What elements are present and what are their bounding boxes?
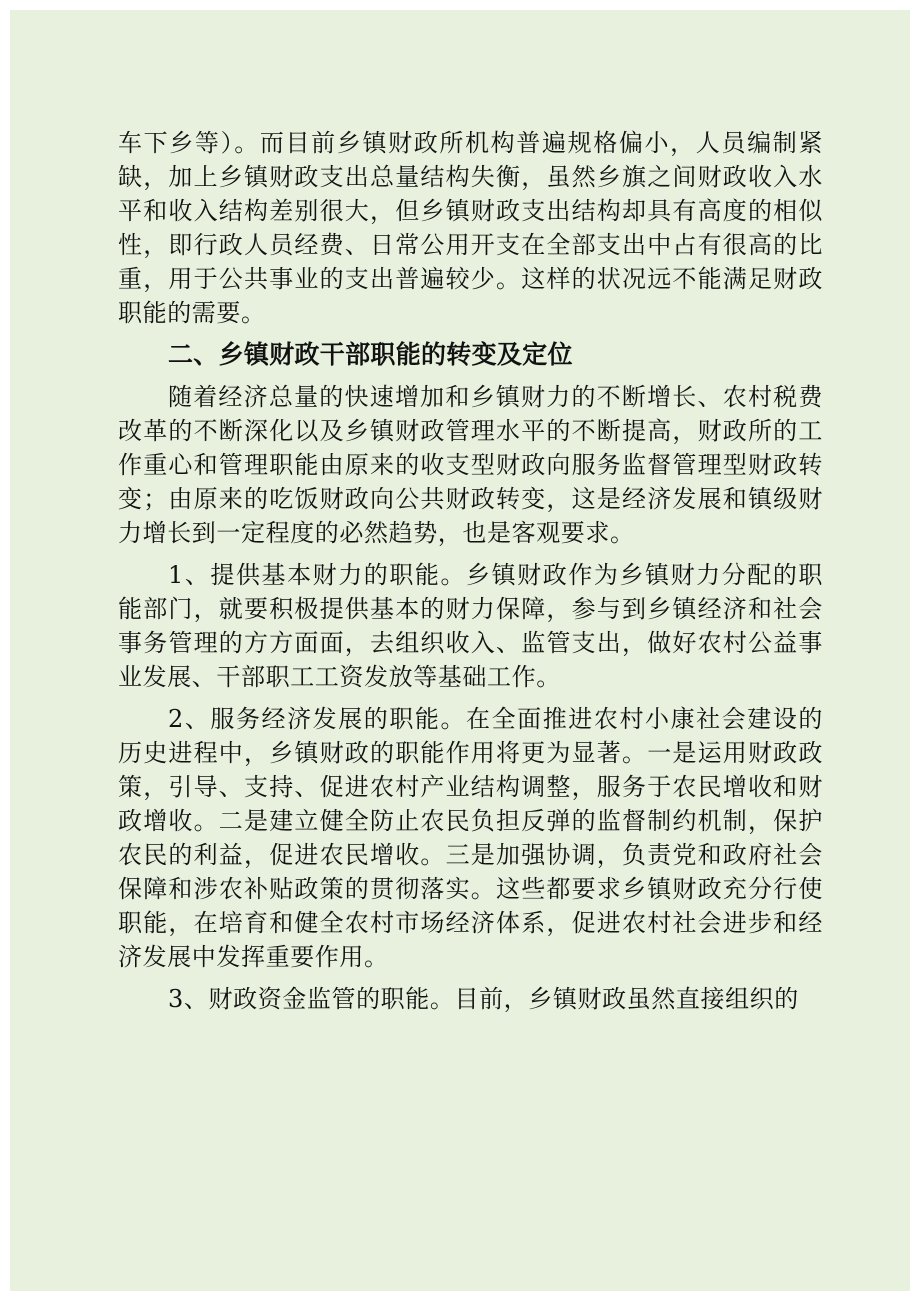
section-heading-2: 二、乡镇财政干部职能的转变及定位	[168, 340, 573, 369]
body-paragraph-transition: 随着经济总量的快速增加和乡镇财力的不断增长、农村税费改革的不断深化以及乡镇财政管理水平的不断提高，财政所的工作重心和管理职能由原来的收支型财政向服务监督管理型财政转变；由原来的吃饭财政向公共财政转变，这是经济发展和镇级财力增长到一定程度的必然趋势，也是客观要求。	[118, 383, 823, 547]
document-content	[118, 126, 823, 1020]
body-paragraph-function-3: 3、财政资金监管的职能。目前，乡镇财政虽然直接组织的	[168, 985, 799, 1013]
body-paragraph-function-1: 1、提供基本财力的职能。乡镇财政作为乡镇财力分配的职能部门，就要积极提供基本的财力保障，参与到乡镇经济和社会事务管理的方方面面，去组织收入、监管支出，做好农村公益事业发展、干部职工工资发放等基础工作。	[118, 561, 823, 691]
body-paragraph-function-2: 2、服务经济发展的职能。在全面推进农村小康社会建设的历史进程中，乡镇财政的职能作用将更为显著。一是运用财政政策，引导、支持、促进农村产业结构调整，服务于农民增收和财政增收。二是建立健全防止农民负担反弹的监督制约机制，保护农民的利益，促进农民增收。三是加强协调，负责党和政府社会保障和涉农补贴政策的贯彻落实。这些都要求乡镇财政充分行使职能，在培育和健全农村市场经济体系，促进农村社会进步和经济发展中发挥重要作用。	[118, 705, 823, 971]
body-paragraph-intro: 车下乡等）。而目前乡镇财政所机构普遍规格偏小，人员编制紧缺，加上乡镇财政支出总量结构失衡，虽然乡旗之间财政收入水平和收入结构差别很大，但乡镇财政支出结构却具有高度的相似性，即行政人员经费、日常公用开支在全部支出中占有很高的比重，用于公共事业的支出普遍较少。这样的状况远不能满足财政职能的需要。	[118, 129, 823, 327]
